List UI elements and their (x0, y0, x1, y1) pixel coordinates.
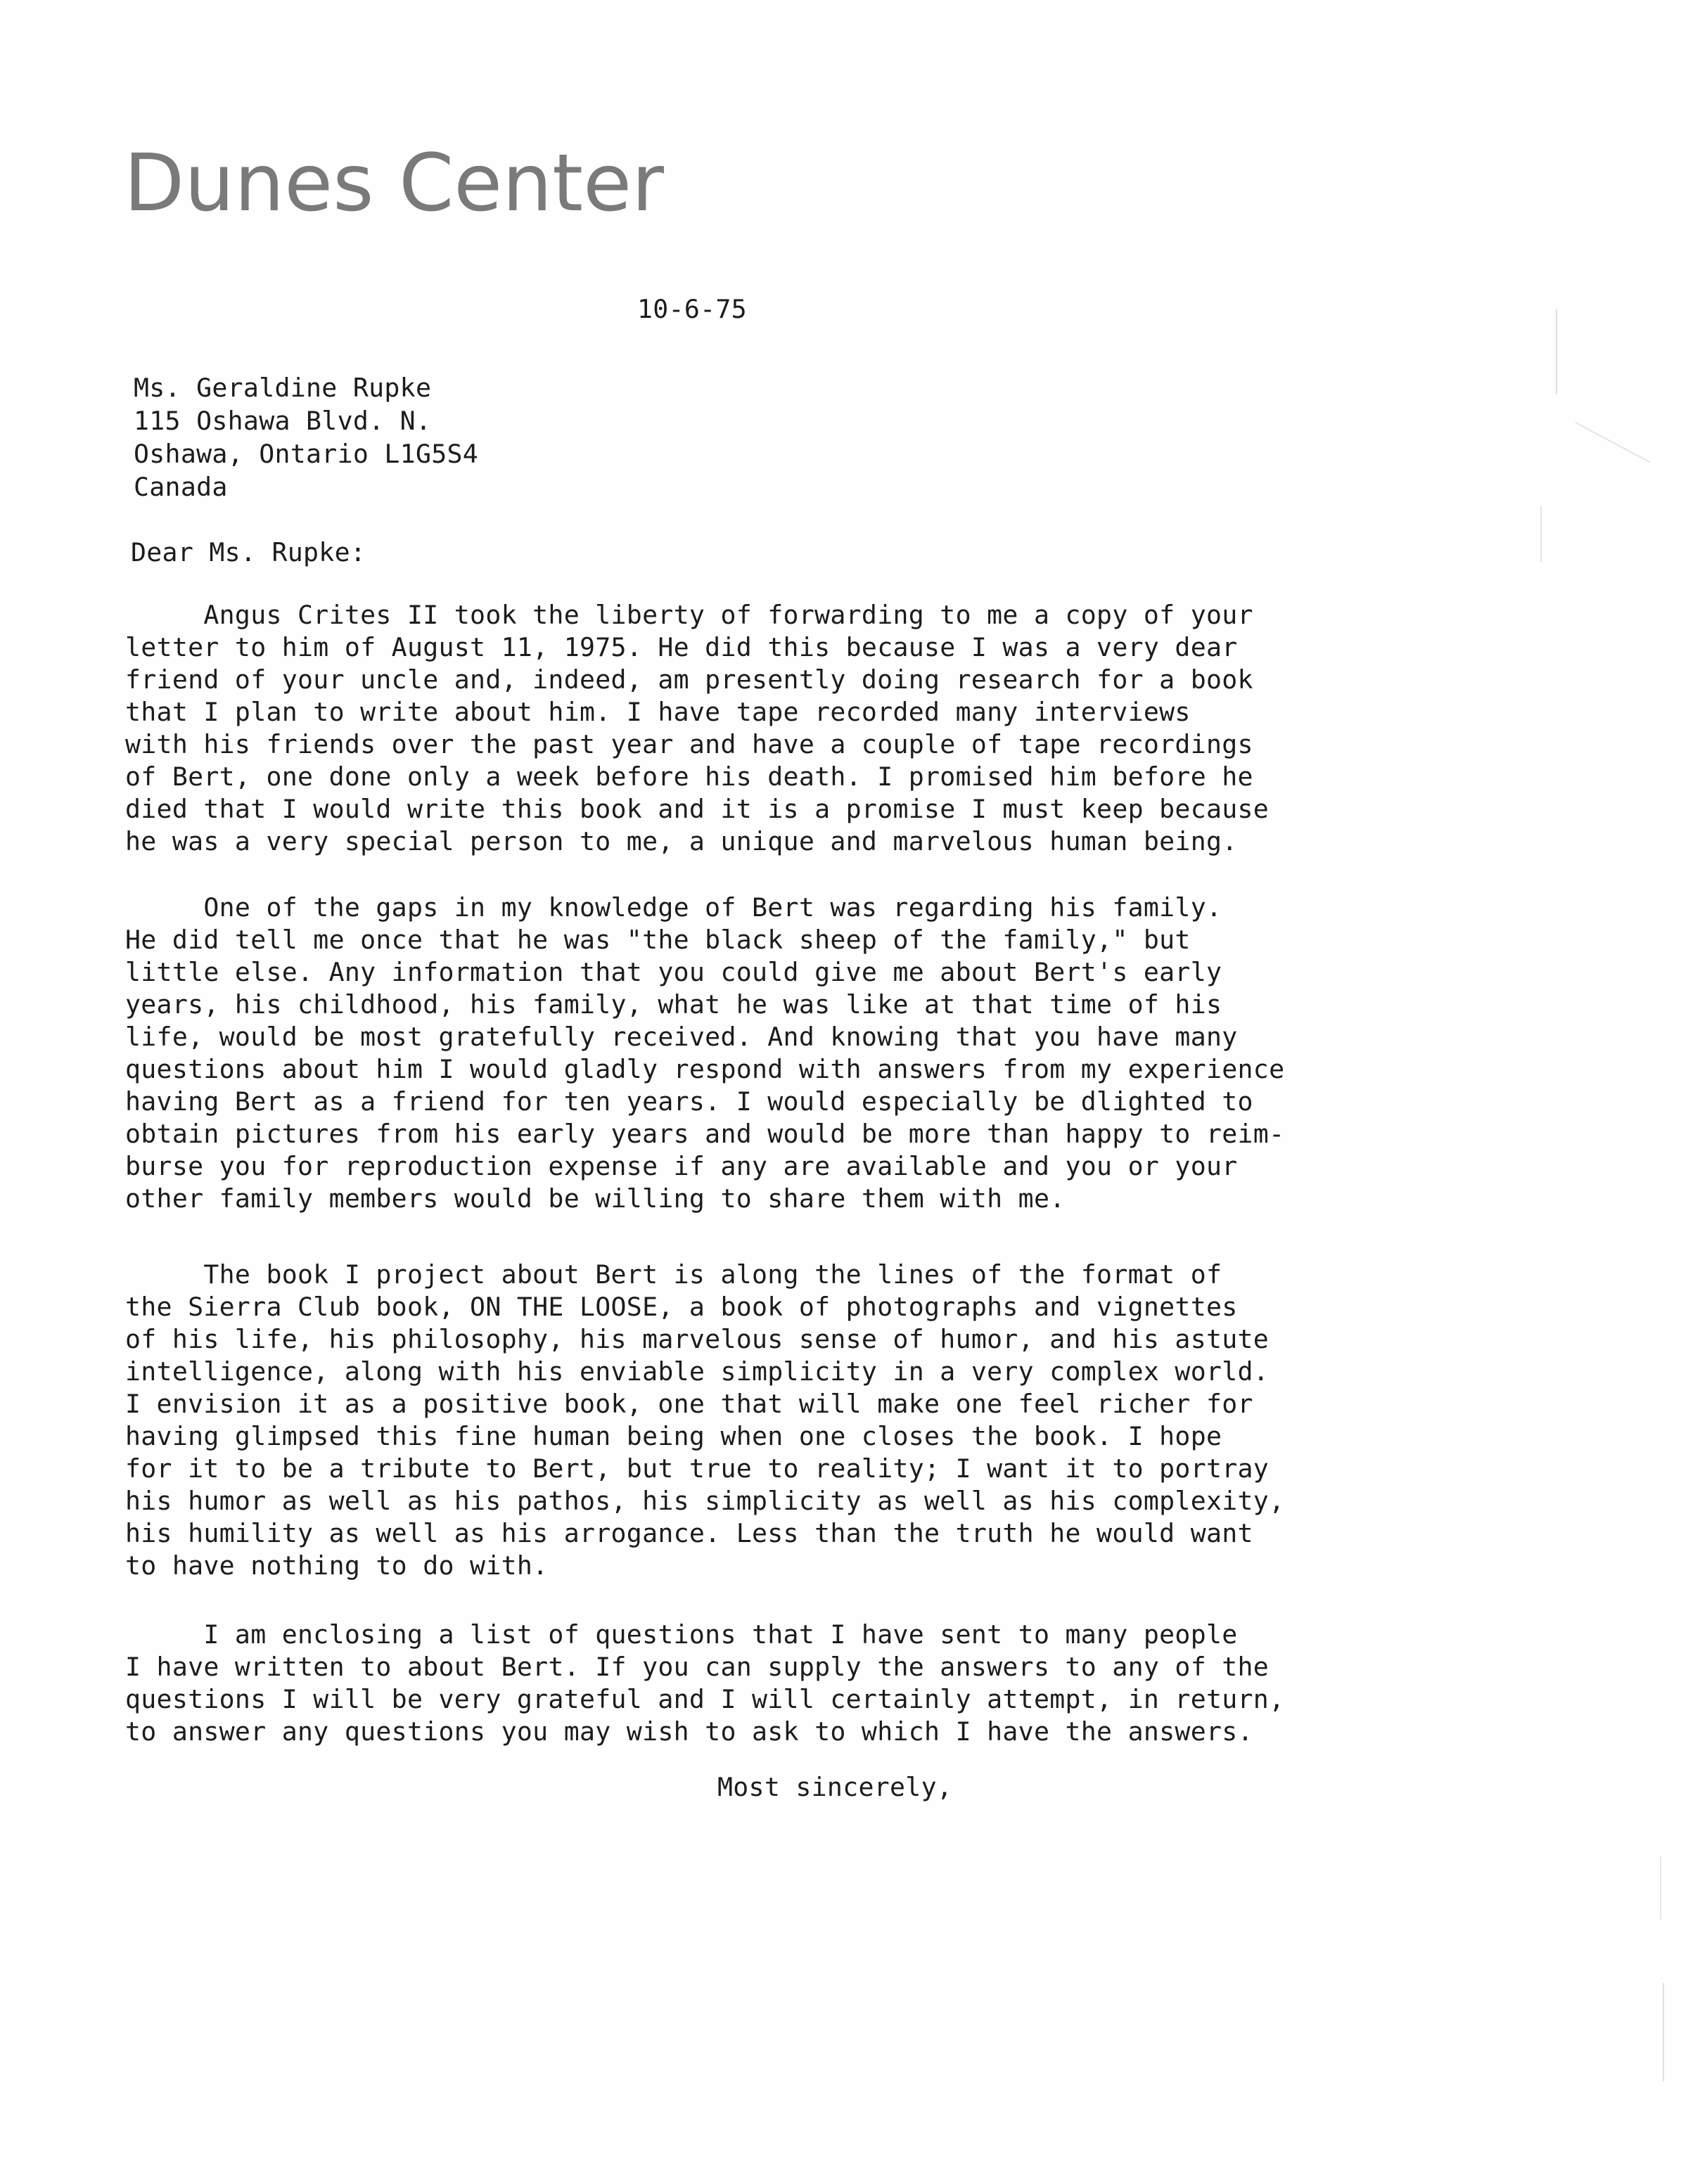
letter-date: 10-6-75 (637, 294, 747, 324)
paragraph-line: Angus Crites II took the liberty of forwarding to me a copy of your (125, 600, 1253, 630)
paragraph-line: that I plan to write about him. I have tape recorded many interviews (125, 697, 1191, 727)
paragraph-line: the Sierra Club book, ON THE LOOSE, a book of photographs and vignettes (125, 1292, 1238, 1322)
paragraph-line: I envision it as a positive book, one that will make one feel richer for (125, 1389, 1253, 1419)
scan-mark (1663, 1983, 1664, 2081)
paragraph-line: I have written to about Bert. If you can supply the answers to any of the (125, 1652, 1270, 1682)
watermark: Dunes Center (124, 138, 665, 229)
paragraph-line: his humor as well as his pathos, his simplicity as well as his complexity, (125, 1486, 1285, 1516)
paragraph-line: his humility as well as his arrogance. Less than the truth he would want (125, 1518, 1253, 1548)
salutation: Dear Ms. Rupke: (131, 537, 366, 567)
paragraph-line: questions about him I would gladly respond with answers from my experience (125, 1054, 1285, 1084)
paragraph-line: intelligence, along with his enviable simplicity in a very complex world. (125, 1356, 1270, 1387)
paragraph-line: to have nothing to do with. (125, 1550, 549, 1581)
paragraph-line: The book I project about Bert is along the lines of the format of (125, 1259, 1222, 1290)
scan-mark (1575, 422, 1651, 463)
paragraph-2 (125, 892, 1363, 1215)
paragraph-line: for it to be a tribute to Bert, but true to reality; I want it to portray (125, 1453, 1270, 1484)
paragraph-line: years, his childhood, his family, what he was like at that time of his (125, 989, 1222, 1020)
paragraph-line: he was a very special person to me, a unique and marvelous human being. (125, 826, 1238, 856)
paragraph-line: life, would be most gratefully received. And knowing that you have many (125, 1022, 1238, 1052)
paragraph-line: questions I will be very grateful and I will certainly attempt, in return, (125, 1684, 1285, 1714)
address-line: Ms. Geraldine Rupke (134, 373, 432, 403)
paragraph-4 (125, 1619, 1363, 1748)
paragraph-line: burse you for reproduction expense if any are available and you or your (125, 1151, 1238, 1181)
address-line: Canada (134, 472, 228, 502)
paragraph-line: other family members would be willing to share them with me. (125, 1183, 1066, 1214)
scan-mark (1556, 309, 1557, 394)
scan-mark (1540, 506, 1542, 563)
paragraph-line: obtain pictures from his early years and would be more than happy to reim- (125, 1119, 1285, 1149)
paragraph-line: died that I would write this book and it is a promise I must keep because (125, 794, 1270, 824)
paragraph-line: little else. Any information that you could give me about Bert's early (125, 957, 1222, 987)
address-line: Oshawa, Ontario L1G5S4 (134, 439, 479, 469)
address-line: 115 Oshawa Blvd. N. (134, 406, 432, 436)
paragraph-line: letter to him of August 11, 1975. He did this because I was a very dear (125, 632, 1238, 662)
scan-mark (1660, 1856, 1661, 1920)
paragraph-line: of his life, his philosophy, his marvelous sense of humor, and his astute (125, 1324, 1270, 1354)
paragraph-line: One of the gaps in my knowledge of Bert was regarding his family. (125, 892, 1222, 923)
paragraph-line: He did tell me once that he was "the black sheep of the family," but (125, 925, 1191, 955)
paragraph-line: friend of your uncle and, indeed, am presently doing research for a book (125, 664, 1253, 695)
paragraph-line: of Bert, one done only a week before his death. I promised him before he (125, 762, 1253, 792)
paragraph-line: I am enclosing a list of questions that I have sent to many people (125, 1619, 1238, 1650)
paragraph-line: having glimpsed this fine human being when one closes the book. I hope (125, 1421, 1222, 1451)
paragraph-1 (125, 599, 1363, 858)
paragraph-line: to answer any questions you may wish to ask to which I have the answers. (125, 1716, 1253, 1747)
recipient-address (134, 371, 478, 503)
paragraph-3 (125, 1259, 1363, 1582)
paragraph-line: having Bert as a friend for ten years. I would especially be dlighted to (125, 1086, 1253, 1117)
closing: Most sincerely, (717, 1772, 953, 1802)
paragraph-line: with his friends over the past year and have a couple of tape recordings (125, 729, 1253, 759)
